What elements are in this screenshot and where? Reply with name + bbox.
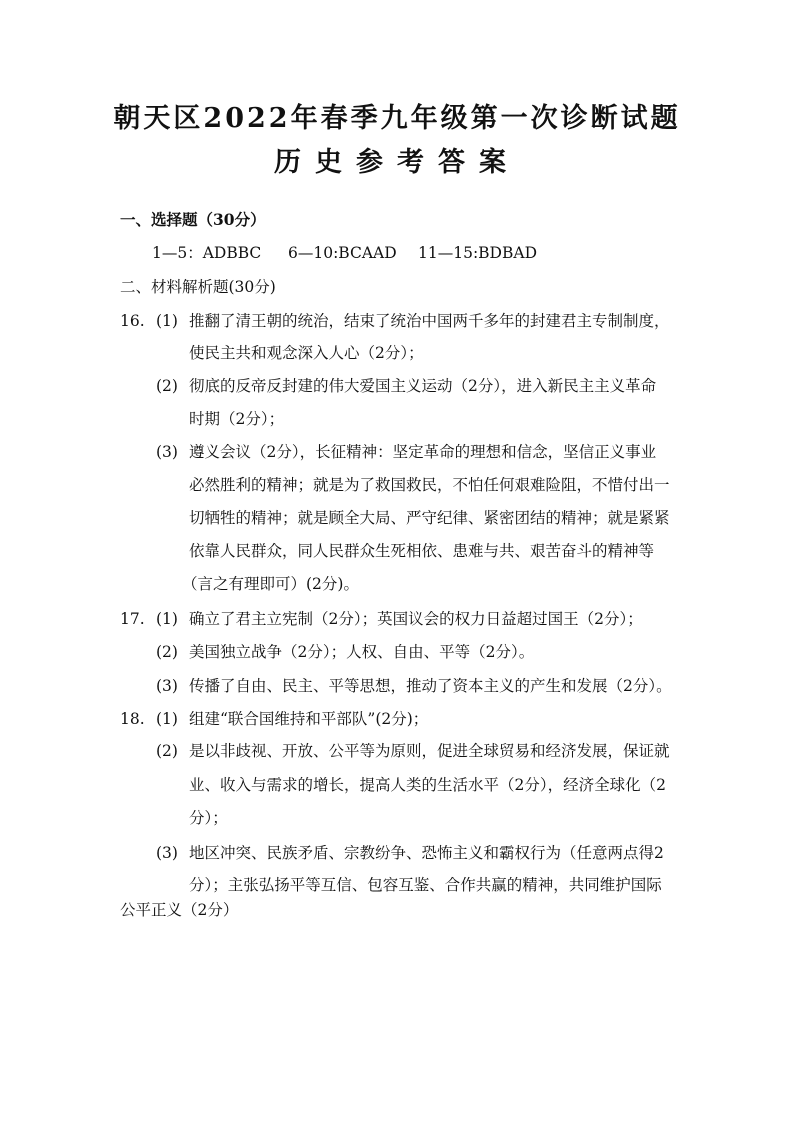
q17-part2 — [156, 642, 534, 662]
q17-part3-text: 传播了自由、民主、平等思想，推动了资本主义的产生和发展（2分）。 — [189, 677, 672, 695]
q17-part3 — [156, 676, 672, 696]
mcq-answers — [152, 243, 537, 263]
q18-part3-line3: 公平正义（2分） — [120, 901, 239, 919]
document-title: 朝天区2022年春季九年级第一次诊断试题 — [113, 103, 681, 134]
q17-part2-text: 美国独立战争（2分）；人权、自由、平等（2分）。 — [189, 643, 535, 661]
q16-part1-line1 — [120, 311, 670, 331]
q18-part2-line3: 分）； — [189, 809, 228, 827]
q17-part1 — [120, 609, 643, 629]
q16-part2-text: 彻底的反帝反封建的伟大爱国主义运动（2分），进入新民主主义革命 — [189, 377, 657, 395]
q18-part1-text: 组建“联合国维持和平部队”(2分)； — [189, 710, 429, 728]
q16-part1-label: (1) — [156, 312, 178, 330]
q18-part1 — [120, 709, 428, 729]
q16-part1-line2: 使民主共和观念深入人心（2分）； — [189, 344, 424, 362]
section1-heading: 一、选择题（30分） — [120, 210, 266, 229]
q16-part2-label: (2) — [156, 377, 178, 395]
mcq-answer-6-10: 6—10:BCAAD — [288, 244, 397, 262]
q18-part1-label: (1) — [156, 710, 178, 728]
q16-number: 16. — [120, 312, 145, 330]
q18-part3-line2: 分）；主张弘扬平等互信、包容互鉴、合作共赢的精神，共同维护国际 — [189, 876, 662, 894]
q18-part3-text: 地区冲突、民族矛盾、宗教纷争、恐怖主义和霸权行为（任意两点得2 — [189, 844, 664, 862]
q18-part2-line1 — [156, 741, 670, 761]
mcq-answer-1-5: 1—5：ADBBC — [152, 244, 262, 262]
q16-part1-text: 推翻了清王朝的统治，结束了统治中国两千多年的封建君主专制制度， — [189, 312, 670, 330]
section2-heading: 二、材料解析题(30分) — [120, 278, 276, 296]
q18-number: 18. — [120, 710, 145, 728]
q17-number: 17. — [120, 610, 145, 628]
q18-part3-line1 — [156, 843, 664, 863]
q16-part3-line5: （言之有理即可）(2分)。 — [182, 575, 359, 593]
q16-part3-text: 遵义会议（2分），长征精神：坚定革命的理想和信念，坚信正义事业 — [189, 443, 657, 461]
q18-part2-label: (2) — [156, 742, 178, 760]
q16-part2-line2: 时期（2分）； — [189, 410, 285, 428]
q17-part2-label: (2) — [156, 643, 178, 661]
q16-part2-line1 — [156, 376, 656, 396]
document-subtitle: 历史参考答案 — [274, 147, 520, 178]
q18-part2-line2: 业、收入与需求的增长，提高人类的生活水平（2分），经济全球化（2 — [189, 776, 666, 794]
mcq-answer-11-15: 11—15:BDBAD — [418, 244, 537, 262]
q16-part3-line2: 必然胜利的精神；就是为了救国救民，不怕任何艰难险阻，不惜付出一 — [189, 476, 670, 494]
q17-part3-label: (3) — [156, 677, 178, 695]
q18-part3-label: (3) — [156, 844, 178, 862]
q16-part3-line3: 切牺牲的精神；就是顾全大局、严守纪律、紧密团结的精神；就是紧紧 — [189, 509, 670, 527]
q18-part2-text: 是以非歧视、开放、公平等为原则，促进全球贸易和经济发展，保证就 — [189, 742, 670, 760]
q17-part1-label: (1) — [156, 610, 178, 628]
q16-part3-line4: 依靠人民群众，同人民群众生死相依、患难与共、艰苦奋斗的精神等 — [189, 542, 655, 560]
q16-part3-line1 — [156, 442, 656, 462]
q17-part1-text: 确立了君主立宪制（2分）；英国议会的权力日益超过国王（2分）； — [189, 610, 643, 628]
q16-part3-label: (3) — [156, 443, 178, 461]
